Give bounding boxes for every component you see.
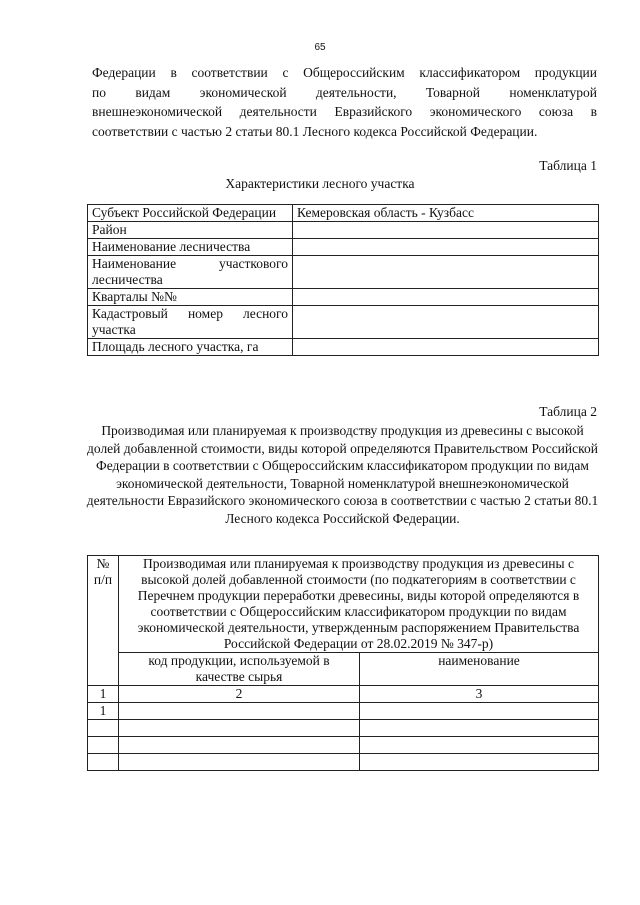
table-header-row [88, 556, 599, 653]
table-cell [88, 720, 119, 737]
table-row [88, 239, 599, 256]
table2-label: Таблица 2 [539, 404, 597, 419]
table-cell [119, 754, 360, 771]
products-table [87, 555, 599, 771]
intro-line: соответствии с частью 2 статьи 80.1 Лесного кодекса Российской Федерации. [92, 123, 538, 139]
table-cell-key: Наименование лесничества [88, 239, 293, 256]
table-cell [119, 703, 360, 720]
intro-line: внешнеэкономической деятельности Евразийского экономического союза в [92, 104, 597, 119]
table-row [88, 754, 599, 771]
intro-paragraph [92, 63, 597, 141]
table-row [88, 205, 599, 222]
table-row [88, 256, 599, 289]
column-number: 2 [119, 686, 360, 703]
column-header-product: Производимая или планируемая к производству продукция из древесины с высокой долей добавленной стоимости (по подкатегориям в соответствии с Перечнем продукции переработки древесины, виды которой определяются в соответствии с Общероссийским классификатором продукции по видам экономической деятельности, утвержденным распоряжением Правительства Российской Федерации от 28.02.2019 № 347-р) [119, 556, 599, 653]
table-cell [360, 737, 599, 754]
table-cell [360, 720, 599, 737]
table-row [88, 289, 599, 306]
table-numbering-row [88, 686, 599, 703]
table-cell-key: Наименование участкового лесничества [88, 256, 293, 289]
table-cell-value [293, 339, 599, 356]
row-number: 1 [88, 703, 119, 720]
table1-label: Таблица 1 [539, 158, 597, 173]
table-cell [119, 737, 360, 754]
table-cell [360, 754, 599, 771]
table-cell-value [293, 256, 599, 289]
table-cell-key: Район [88, 222, 293, 239]
table-cell [119, 720, 360, 737]
table-cell-key: Субъект Российской Федерации [88, 205, 293, 222]
table-cell-value [293, 239, 599, 256]
table-row [88, 703, 599, 720]
table-row [88, 737, 599, 754]
table-cell-key: Площадь лесного участка, га [88, 339, 293, 356]
forest-plot-table [87, 204, 599, 356]
column-number: 3 [360, 686, 599, 703]
column-number: 1 [88, 686, 119, 703]
table-row [88, 306, 599, 339]
table-cell-value: Кемеровская область - Кузбасс [293, 205, 599, 222]
page-number: 65 [314, 42, 326, 53]
column-header-num: № п/п [88, 556, 119, 686]
table-row [88, 339, 599, 356]
column-header-code: код продукции, используемой в качестве сырья [119, 653, 360, 686]
table2-title: Производимая или планируемая к производству продукция из древесины с высокой долей добавленной стоимости, виды которой определяются Правительством Российской Федерации в соответствии с Общероссийским классификатором продукции по видам экономической деятельности, Товарной номенклатурой внешнеэкономической деятельности Евразийского экономического союза в соответствии с частью 2 статьи 80.1 Лесного кодекса Российской Федерации. [86, 423, 599, 526]
intro-line: Федерации в соответствии с Общероссийским классификатором продукции [92, 65, 597, 80]
table-cell-value [293, 289, 599, 306]
table-cell [360, 703, 599, 720]
table-cell-key: Кадастровый номер лесного участка [88, 306, 293, 339]
intro-line: по видам экономической деятельности, Товарной номенклатурой [92, 84, 597, 100]
table-row [88, 720, 599, 737]
table-cell-value [293, 306, 599, 339]
table-cell [88, 754, 119, 771]
table-subheader-row [88, 653, 599, 686]
table-cell-key: Кварталы №№ [88, 289, 293, 306]
table-cell [88, 737, 119, 754]
table-row [88, 222, 599, 239]
table1-title: Характеристики лесного участка [225, 176, 415, 191]
column-header-name: наименование [360, 653, 599, 686]
table-cell-value [293, 222, 599, 239]
